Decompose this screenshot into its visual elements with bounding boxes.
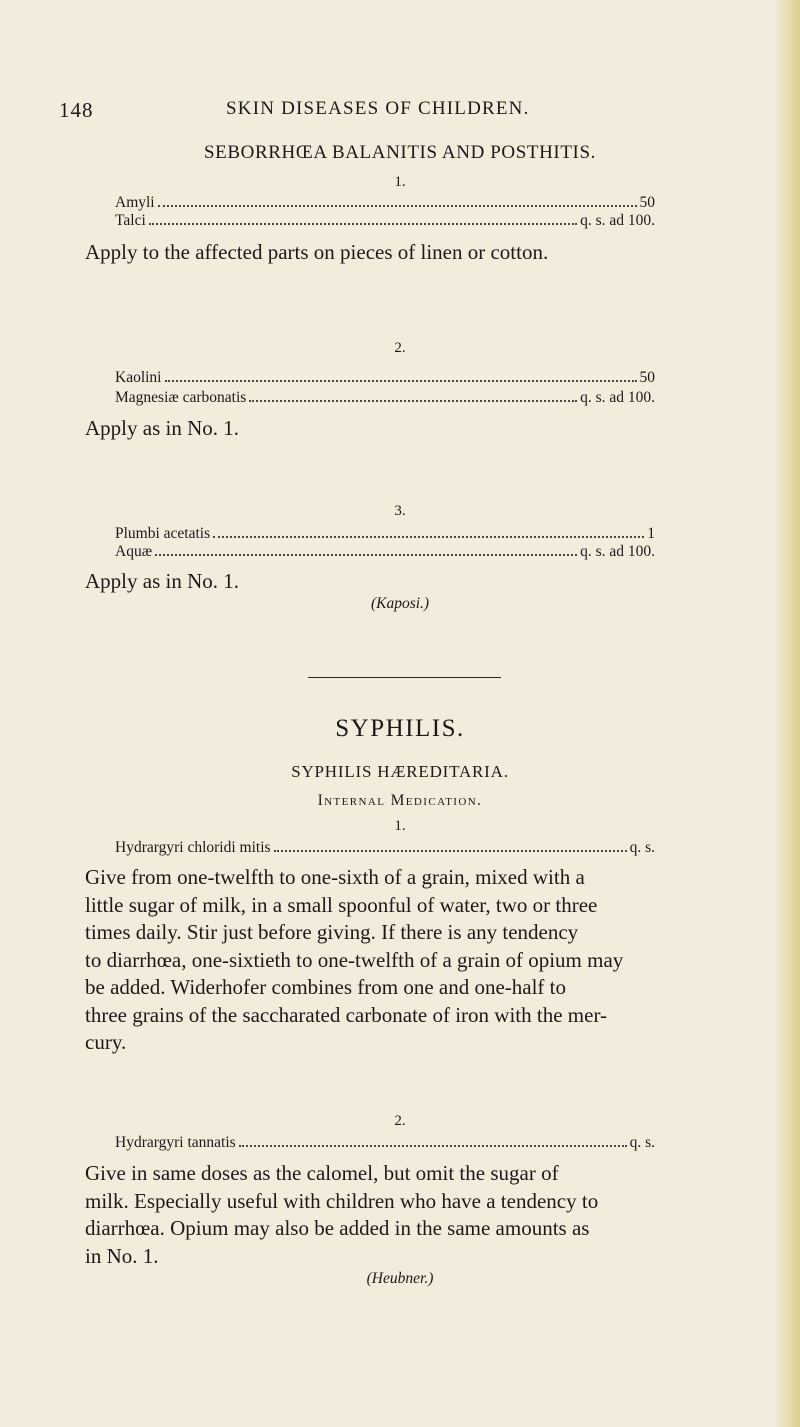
ingredient-name: Talci [115, 212, 146, 229]
prescription-number: 1. [394, 174, 406, 190]
paragraph [85, 1160, 745, 1270]
ingredient-name: Hydrargyri chloridi mitis [115, 839, 271, 856]
prescription-line [115, 388, 655, 407]
ingredient-name: Amyli [115, 194, 155, 211]
author-attribution: (Kaposi.) [370, 595, 430, 612]
author-attribution: (Heubner.) [366, 1270, 434, 1287]
ingredient-amount: q. s. [629, 1134, 655, 1151]
ingredient-name: Aquæ [115, 543, 153, 560]
leader-dots [149, 223, 577, 225]
text-line: in No. 1. [85, 1243, 159, 1268]
text-line: be added. Widerhofer combines from one and one-half to [85, 975, 567, 999]
text-line: Give from one-twelfth to one-sixth of a grain, mixed with a [85, 865, 585, 889]
prescription-line [115, 838, 655, 857]
prescription-number: 3. [394, 503, 406, 519]
text-line: to diarrhœa, one-sixtieth to one-twelfth of a grain of opium may [85, 947, 624, 972]
text-line: Give in same doses as the calomel, but omit the sugar of [85, 1161, 559, 1185]
prescription-line [115, 1133, 655, 1152]
leader-dots [155, 554, 577, 556]
instruction-text: Apply as in No. 1. [85, 416, 239, 440]
leader-dots [239, 1145, 627, 1147]
chapter-heading: SYPHILIS. [335, 715, 465, 742]
ingredient-name: Magnesiæ carbonatis [115, 389, 247, 406]
ingredient-amount: q. s. ad 100. [580, 212, 655, 229]
page-number: 148 [59, 98, 94, 122]
text-line: little sugar of milk, in a small spoonful of water, two or three [85, 892, 598, 917]
prescription-number: 1. [394, 818, 406, 834]
running-title: SKIN DISEASES OF CHILDREN. [226, 98, 530, 119]
leader-dots [213, 536, 644, 538]
prescription-number: 2. [394, 1113, 406, 1129]
subsection-heading: Internal Medication. [317, 792, 483, 809]
prescription-line [115, 211, 655, 230]
prescription-line [115, 542, 655, 561]
page-edge [774, 0, 800, 1427]
ingredient-name: Plumbi acetatis [115, 525, 211, 542]
prescription-line [115, 524, 655, 543]
instruction-text: Apply to the affected parts on pieces of linen or cotton. [85, 240, 549, 264]
leader-dots [249, 400, 577, 402]
ingredient-amount: 1 [647, 525, 655, 542]
text-line: milk. Especially useful with children who have a tendency to [85, 1188, 599, 1213]
text-line: three grains of the saccharated carbonate of iron with the mer- [85, 1002, 608, 1027]
ingredient-amount: 50 [639, 194, 655, 211]
paragraph [85, 864, 745, 1057]
ingredient-name: Kaolini [115, 369, 162, 386]
ingredient-amount: q. s. ad 100. [580, 543, 655, 560]
section-title: SEBORRHŒA BALANITIS AND POSTHITIS. [204, 142, 596, 163]
prescription-line [115, 368, 655, 387]
text-line: diarrhœa. Opium may also be added in the same amounts as [85, 1216, 590, 1240]
section-heading: SYPHILIS HÆREDITARIA. [291, 762, 509, 781]
prescription-line [115, 193, 655, 212]
leader-dots [165, 380, 637, 382]
leader-dots [158, 205, 637, 207]
leader-dots [274, 850, 627, 852]
section-divider [308, 677, 501, 678]
ingredient-name: Hydrargyri tannatis [115, 1134, 236, 1151]
instruction-text: Apply as in No. 1. [85, 569, 239, 593]
text-line: times daily. Stir just before giving. If there is any tendency [85, 920, 579, 944]
ingredient-amount: q. s. ad 100. [580, 389, 655, 406]
ingredient-amount: q. s. [629, 839, 655, 856]
prescription-number: 2. [394, 340, 406, 356]
text-line: cury. [85, 1030, 127, 1054]
ingredient-amount: 50 [639, 369, 655, 386]
